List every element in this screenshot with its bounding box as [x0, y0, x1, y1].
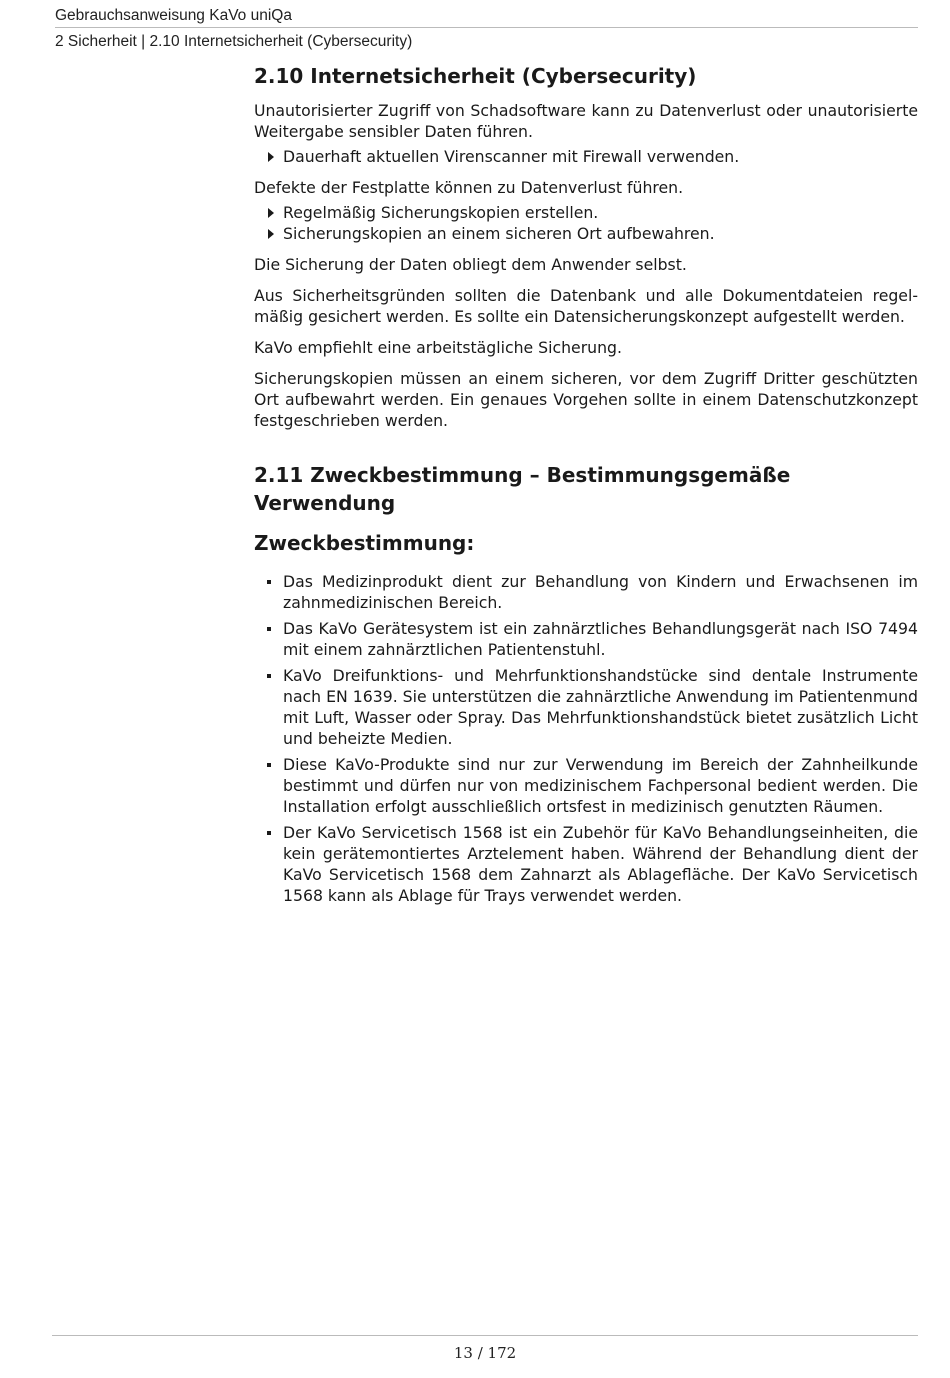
paragraph: Die Sicherung der Daten obliegt dem Anwender selbst.: [254, 255, 687, 274]
list-item: Das KaVo Gerätesystem ist ein zahnärztliches Behandlungsgerät nach ISO 7494 mit einem zahnärztlichen Patientenstuhl.: [254, 618, 918, 660]
list-item: Diese KaVo-Produkte sind nur zur Verwendung im Bereich der Zahnheilkunde bestimmt und dürfen nur von medizinischem Fachpersonal bedient werden. Die Installation erfolgt ausschließlich ortsfest in medizinisch genutzten Räumen.: [254, 754, 918, 817]
square-bullet-icon: [267, 627, 271, 631]
arrow-right-icon: [268, 152, 274, 162]
header-divider: [55, 27, 918, 28]
paragraph: Sicherungskopien müssen an einem sicheren, vor dem Zugriff Dritter geschützten Ort aufbewahrt werden. Ein genaues Vorgehen sollte in einem Datenschutzkonzept festgeschrieben werden.: [254, 369, 918, 430]
action-steps: [254, 202, 918, 244]
page-number: 13 / 172: [453, 1344, 517, 1362]
list-item: KaVo Dreifunktions- und Mehrfunktionshandstücke sind dentale Instrumente nach EN 1639. Sie unterstützen die zahnärztliche Anwendung im Patientenmund mit Luft, Wasser oder Spray. Das Mehrfunktionshandstück bietet zusätzlich Licht und beheizte Medien.: [254, 665, 918, 749]
action-steps: [254, 146, 918, 167]
arrow-right-icon: [268, 229, 274, 239]
subheading-intended-purpose: Zweckbestimmung:: [254, 531, 475, 555]
paragraph: Unautorisierter Zugriff von Schadsoftware kann zu Datenverlust oder unautorisierte Weitergabe sensibler Daten führen.: [254, 101, 918, 141]
action-step: Sicherungskopien an einem sicheren Ort aufbewahren.: [254, 223, 918, 244]
list-item: Das Medizinprodukt dient zur Behandlung von Kindern und Erwachsenen im zahnmedizinischen Bereich.: [254, 571, 918, 613]
paragraph: Aus Sicherheitsgründen sollten die Datenbank und alle Dokumentdateien regelmäßig gesichert werden. Es sollte ein Datensicherungskonzept aufgestellt werden.: [254, 286, 918, 326]
document-title: Gebrauchsanweisung KaVo uniQa: [55, 7, 292, 24]
square-bullet-icon: [267, 674, 271, 678]
section-heading-intended-use: 2.11 Zweckbestimmung – Bestimmungsgemäße Verwendung: [254, 463, 791, 515]
page-content: [254, 62, 918, 916]
footer-divider: [52, 1335, 918, 1336]
square-bullet-icon: [267, 580, 271, 584]
arrow-right-icon: [268, 208, 274, 218]
paragraph: Defekte der Festplatte können zu Datenverlust führen.: [254, 178, 684, 197]
paragraph: KaVo empfiehlt eine arbeitstägliche Sicherung.: [254, 338, 622, 357]
bullet-list: [254, 571, 918, 906]
section-breadcrumb: 2 Sicherheit | 2.10 Internetsicherheit (Cybersecurity): [55, 33, 413, 50]
square-bullet-icon: [267, 831, 271, 835]
action-step: Dauerhaft aktuellen Virenscanner mit Firewall verwenden.: [254, 146, 918, 167]
list-item: Der KaVo Servicetisch 1568 ist ein Zubehör für KaVo Behandlungseinheiten, die kein gerätemontiertes Arztelement haben. Während der Behandlung dient der KaVo Servicetisch 1568 dem Zahnarzt als Ablagefläche. Der KaVo Servicetisch 1568 kann als Ablage für Trays verwendet werden.: [254, 822, 918, 906]
square-bullet-icon: [267, 763, 271, 767]
action-step: Regelmäßig Sicherungskopien erstellen.: [254, 202, 918, 223]
section-heading-cybersecurity: 2.10 Internetsicherheit (Cybersecurity): [254, 64, 697, 88]
running-footer: [52, 1335, 918, 1362]
running-header: [55, 6, 918, 52]
